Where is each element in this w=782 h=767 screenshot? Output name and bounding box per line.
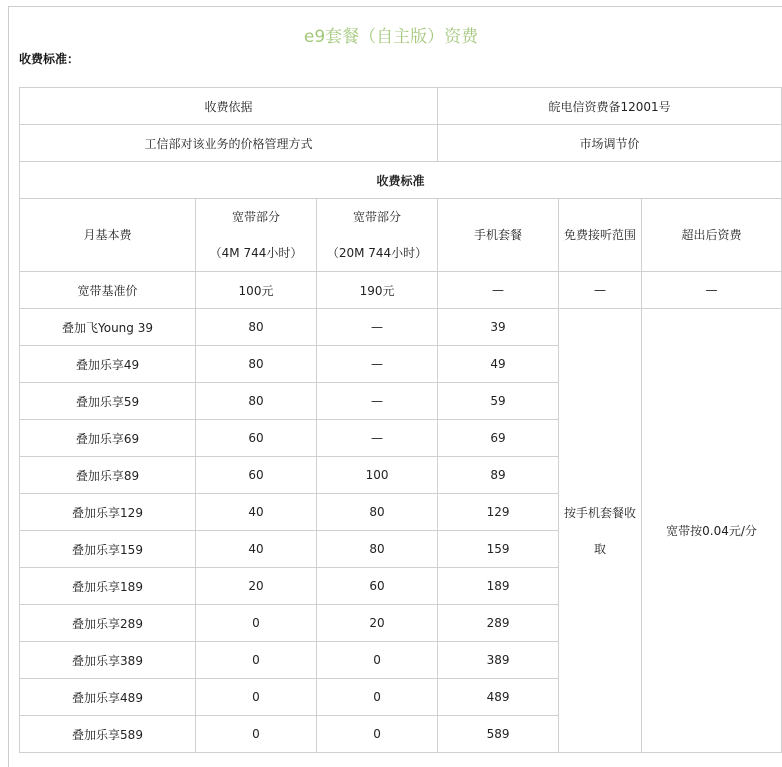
section-header-row [20,162,782,199]
column-header-row [20,199,782,272]
cell-mobile: 49 [438,346,559,383]
info-row [20,125,782,162]
page-title: e9套餐（自主版）资费 [303,27,479,47]
col-bb-20m-line2: （20M 744小时） [326,246,428,260]
cell-overage: — [642,272,782,309]
cell-bb4m: 20 [196,568,317,605]
cell-free-answer: — [559,272,642,309]
cell-name: 叠加乐享89 [20,457,196,494]
cell-mobile: 39 [438,309,559,346]
info-row [20,88,782,125]
cell-bb20m: 0 [317,642,438,679]
cell-bb20m: 190元 [317,272,438,309]
cell-mobile: 159 [438,531,559,568]
cell-bb20m: — [317,346,438,383]
cell-bb4m: 60 [196,420,317,457]
cell-name: 叠加乐享69 [20,420,196,457]
cell-bb20m: 60 [317,568,438,605]
cell-name: 叠加乐享489 [20,679,196,716]
cell-name: 宽带基准价 [20,272,196,309]
cell-bb20m: 0 [317,679,438,716]
section-subtitle: 收费标准： [19,52,80,66]
cell-name: 叠加飞Young 39 [20,309,196,346]
col-free-answer: 免费接听范围 [559,199,642,272]
base-price-row [20,272,782,309]
cell-bb4m: 100元 [196,272,317,309]
col-bb-4m-line2: （4M 744小时） [209,246,303,260]
cell-mobile: 289 [438,605,559,642]
cell-bb20m: 100 [317,457,438,494]
cell-mobile: 589 [438,716,559,753]
tariff-table [19,87,782,753]
cell-name: 叠加乐享49 [20,346,196,383]
info-label: 工信部对该业务的价格管理方式 [20,125,438,162]
info-value: 皖电信资费备12001号 [438,88,782,125]
col-bb-4m-line1: 宽带部分 [231,210,280,224]
cell-mobile: 489 [438,679,559,716]
table-row [20,309,782,346]
cell-name: 叠加乐享189 [20,568,196,605]
col-bb-4m [196,199,317,272]
cell-bb20m: — [317,383,438,420]
info-label: 收费依据 [20,88,438,125]
cell-mobile: 389 [438,642,559,679]
cell-name: 叠加乐享159 [20,531,196,568]
cell-bb4m: 0 [196,716,317,753]
cell-bb4m: 80 [196,346,317,383]
cell-mobile: 129 [438,494,559,531]
cell-bb20m: 80 [317,494,438,531]
cell-bb20m: — [317,420,438,457]
col-overage: 超出后资费 [642,199,782,272]
cell-name: 叠加乐享289 [20,605,196,642]
cell-bb4m: 40 [196,494,317,531]
section-header: 收费标准 [20,162,782,199]
cell-name: 叠加乐享59 [20,383,196,420]
info-value: 市场调节价 [438,125,782,162]
cell-mobile: 59 [438,383,559,420]
col-bb-20m-line1: 宽带部分 [353,210,402,224]
cell-mobile: 89 [438,457,559,494]
cell-bb4m: 80 [196,383,317,420]
cell-mobile: — [438,272,559,309]
cell-bb20m: 0 [317,716,438,753]
cell-bb4m: 80 [196,309,317,346]
cell-bb20m: 20 [317,605,438,642]
cell-bb4m: 0 [196,642,317,679]
col-base-fee: 月基本费 [20,199,196,272]
cell-free-answer-merged: 按手机套餐收取 [559,309,642,753]
cell-name: 叠加乐享129 [20,494,196,531]
cell-name: 叠加乐享589 [20,716,196,753]
cell-bb4m: 60 [196,457,317,494]
cell-mobile: 69 [438,420,559,457]
cell-bb4m: 40 [196,531,317,568]
cell-mobile: 189 [438,568,559,605]
cell-name: 叠加乐享389 [20,642,196,679]
cell-bb20m: — [317,309,438,346]
cell-bb4m: 0 [196,679,317,716]
cell-overage-merged: 宽带按0.04元/分 [642,309,782,753]
col-bb-20m [317,199,438,272]
col-mobile: 手机套餐 [438,199,559,272]
cell-bb20m: 80 [317,531,438,568]
cell-bb4m: 0 [196,605,317,642]
